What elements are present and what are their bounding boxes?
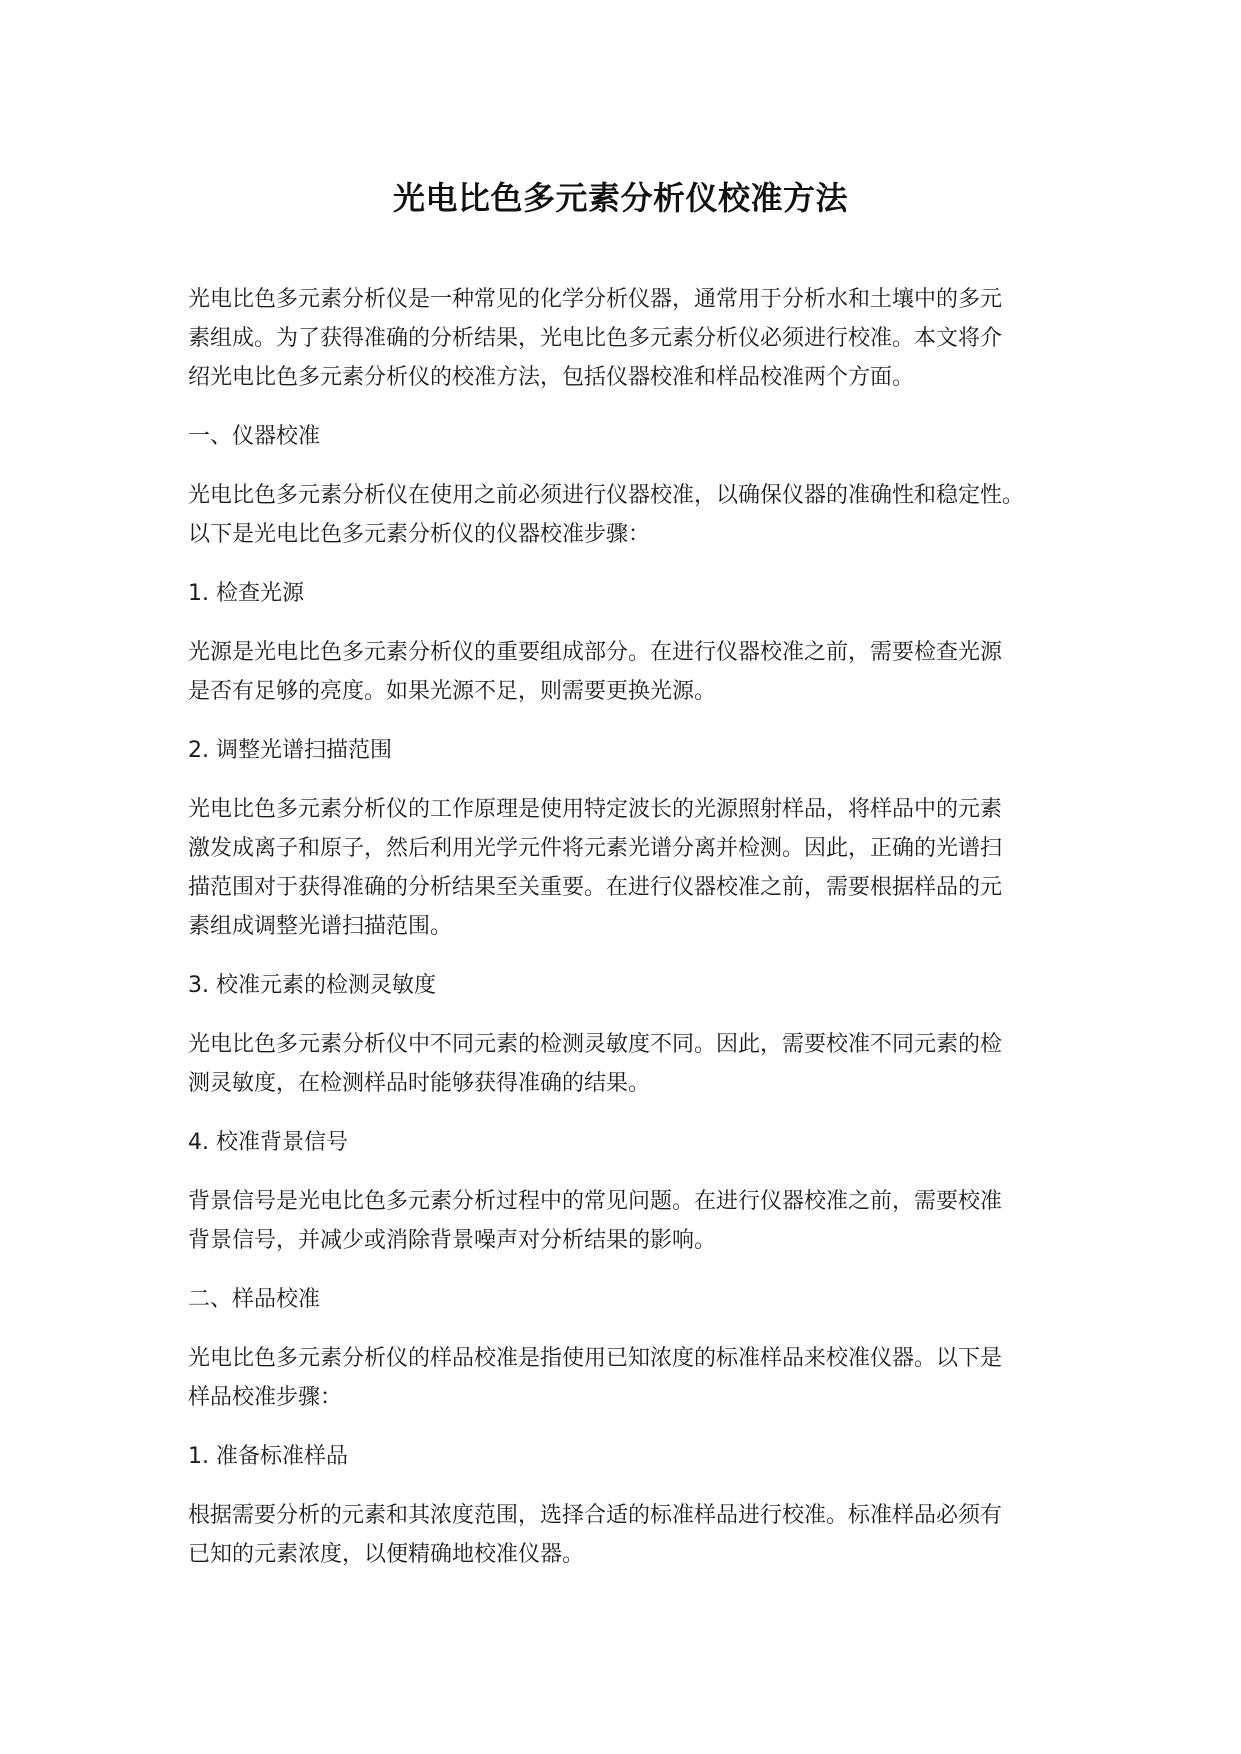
paragraph [188,1025,1068,1103]
paragraph [188,280,1068,397]
paragraph-line: 是否有足够的亮度。如果光源不足，则需要更换光源。 [188,679,717,704]
document-title: 光电比色多元素分析仪校准方法 [392,179,848,217]
paragraph-line: 已知的元素浓度，以便精确地校准仪器。 [188,1542,585,1567]
paragraph-line: 光电比色多元素分析仪的工作原理是使用特定波长的光源照射样品，将样品中的元素 [188,797,1003,822]
paragraph-line: 绍光电比色多元素分析仪的校准方法，包括仪器校准和样品校准两个方面。 [188,365,915,390]
paragraph-line: 背景信号，并减少或消除背景噪声对分析结果的影响。 [188,1228,717,1253]
paragraph-line: 背景信号是光电比色多元素分析过程中的常见问题。在进行仪器校准之前，需要校准 [188,1189,1003,1214]
document-body [188,280,1068,1594]
section-heading: 一、仪器校准 [188,424,321,449]
section-heading: 1. 准备标准样品 [188,1444,348,1469]
paragraph-line: 根据需要分析的元素和其浓度范围，选择合适的标准样品进行校准。标准样品必须有 [188,1503,1003,1528]
paragraph [188,790,1068,946]
paragraph [188,476,1068,554]
paragraph-line: 光源是光电比色多元素分析仪的重要组成部分。在进行仪器校准之前，需要检查光源 [188,640,1003,665]
paragraph-line: 光电比色多元素分析仪的样品校准是指使用已知浓度的标准样品来校准仪器。以下是 [188,1346,1003,1371]
paragraph [188,1496,1068,1574]
section-heading: 1. 检查光源 [188,581,304,606]
paragraph-line: 测灵敏度，在检测样品时能够获得准确的结果。 [188,1071,651,1096]
paragraph-line: 样品校准步骤： [188,1385,343,1410]
paragraph-line: 激发成离子和原子，然后利用光学元件将元素光谱分离并检测。因此，正确的光谱扫 [188,836,1003,861]
section-heading: 2. 调整光谱扫描范围 [188,738,392,763]
paragraph [188,1339,1068,1417]
paragraph [188,633,1068,711]
section-heading: 3. 校准元素的检测灵敏度 [188,973,436,998]
paragraph [188,1182,1068,1260]
paragraph-line: 描范围对于获得准确的分析结果至关重要。在进行仪器校准之前，需要根据样品的元 [188,875,1003,900]
paragraph-line: 素组成。为了获得准确的分析结果，光电比色多元素分析仪必须进行校准。本文将介 [188,326,1003,351]
paragraph-line: 素组成调整光谱扫描范围。 [188,914,453,939]
paragraph-line: 以下是光电比色多元素分析仪的仪器校准步骤： [188,522,651,547]
paragraph-line: 光电比色多元素分析仪在使用之前必须进行仪器校准，以确保仪器的准确性和稳定性。 [188,483,1025,508]
paragraph-line: 光电比色多元素分析仪是一种常见的化学分析仪器，通常用于分析水和土壤中的多元 [188,287,1003,312]
section-heading: 二、样品校准 [188,1287,321,1312]
paragraph-line: 光电比色多元素分析仪中不同元素的检测灵敏度不同。因此，需要校准不同元素的检 [188,1032,1003,1057]
section-heading: 4. 校准背景信号 [188,1130,348,1155]
